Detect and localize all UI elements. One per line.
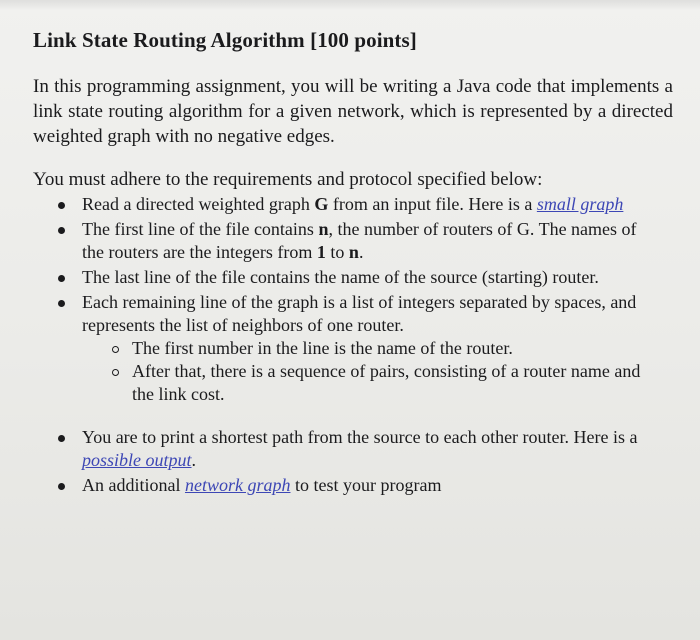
sub-list-item: After that, there is a sequence of pairs, consisting of a router name and the link cost. <box>82 360 656 406</box>
item-text: An additional <box>82 475 185 495</box>
item-text: The first line of the file contains <box>82 219 319 239</box>
item-text: . <box>358 242 364 262</box>
list-item <box>56 193 656 216</box>
requirements-intro: You must adhere to the requirements and protocol specified below: <box>33 169 543 190</box>
requirements-list <box>56 193 656 499</box>
item-text: The last line of the file contains the name of the source (starting) router. <box>82 267 599 287</box>
intro-paragraph: In this programming assignment, you will be writing a Java code that implements a link state routing algorithm for a given network, which is represented by a directed weighted graph with no negative edges. <box>33 76 673 147</box>
item-text: to test your program <box>290 475 442 495</box>
item-text: to <box>325 242 349 262</box>
list-item <box>56 474 656 497</box>
small-graph-link[interactable]: small graph <box>536 194 624 214</box>
item-text: Read a directed weighted graph <box>82 194 315 214</box>
sub-list <box>82 337 656 406</box>
item-text: . <box>191 450 197 470</box>
item-bold: n <box>318 219 329 239</box>
item-bold: G <box>314 194 329 214</box>
network-graph-link[interactable]: network graph <box>184 475 291 495</box>
item-bold: 1 <box>316 242 326 262</box>
list-item <box>56 218 656 264</box>
item-text: from an input file. Here is a <box>328 194 537 214</box>
list-item <box>56 266 656 289</box>
item-text: You are to print a shortest path from the source to each other router. Here is a <box>82 427 638 447</box>
page-title: Link State Routing Algorithm [100 points] <box>33 28 417 52</box>
list-item <box>56 291 656 406</box>
item-text: Each remaining line of the graph is a list of integers separated by spaces, and represents the list of neighbors of one router. <box>82 292 637 335</box>
item-text: , the number of routers of G. The names of the routers are the integers from <box>82 219 637 262</box>
item-bold: n <box>348 242 359 262</box>
list-item <box>56 426 656 472</box>
sub-list-item: The first number in the line is the name of the router. <box>82 337 656 360</box>
possible-output-link[interactable]: possible output <box>82 450 192 470</box>
